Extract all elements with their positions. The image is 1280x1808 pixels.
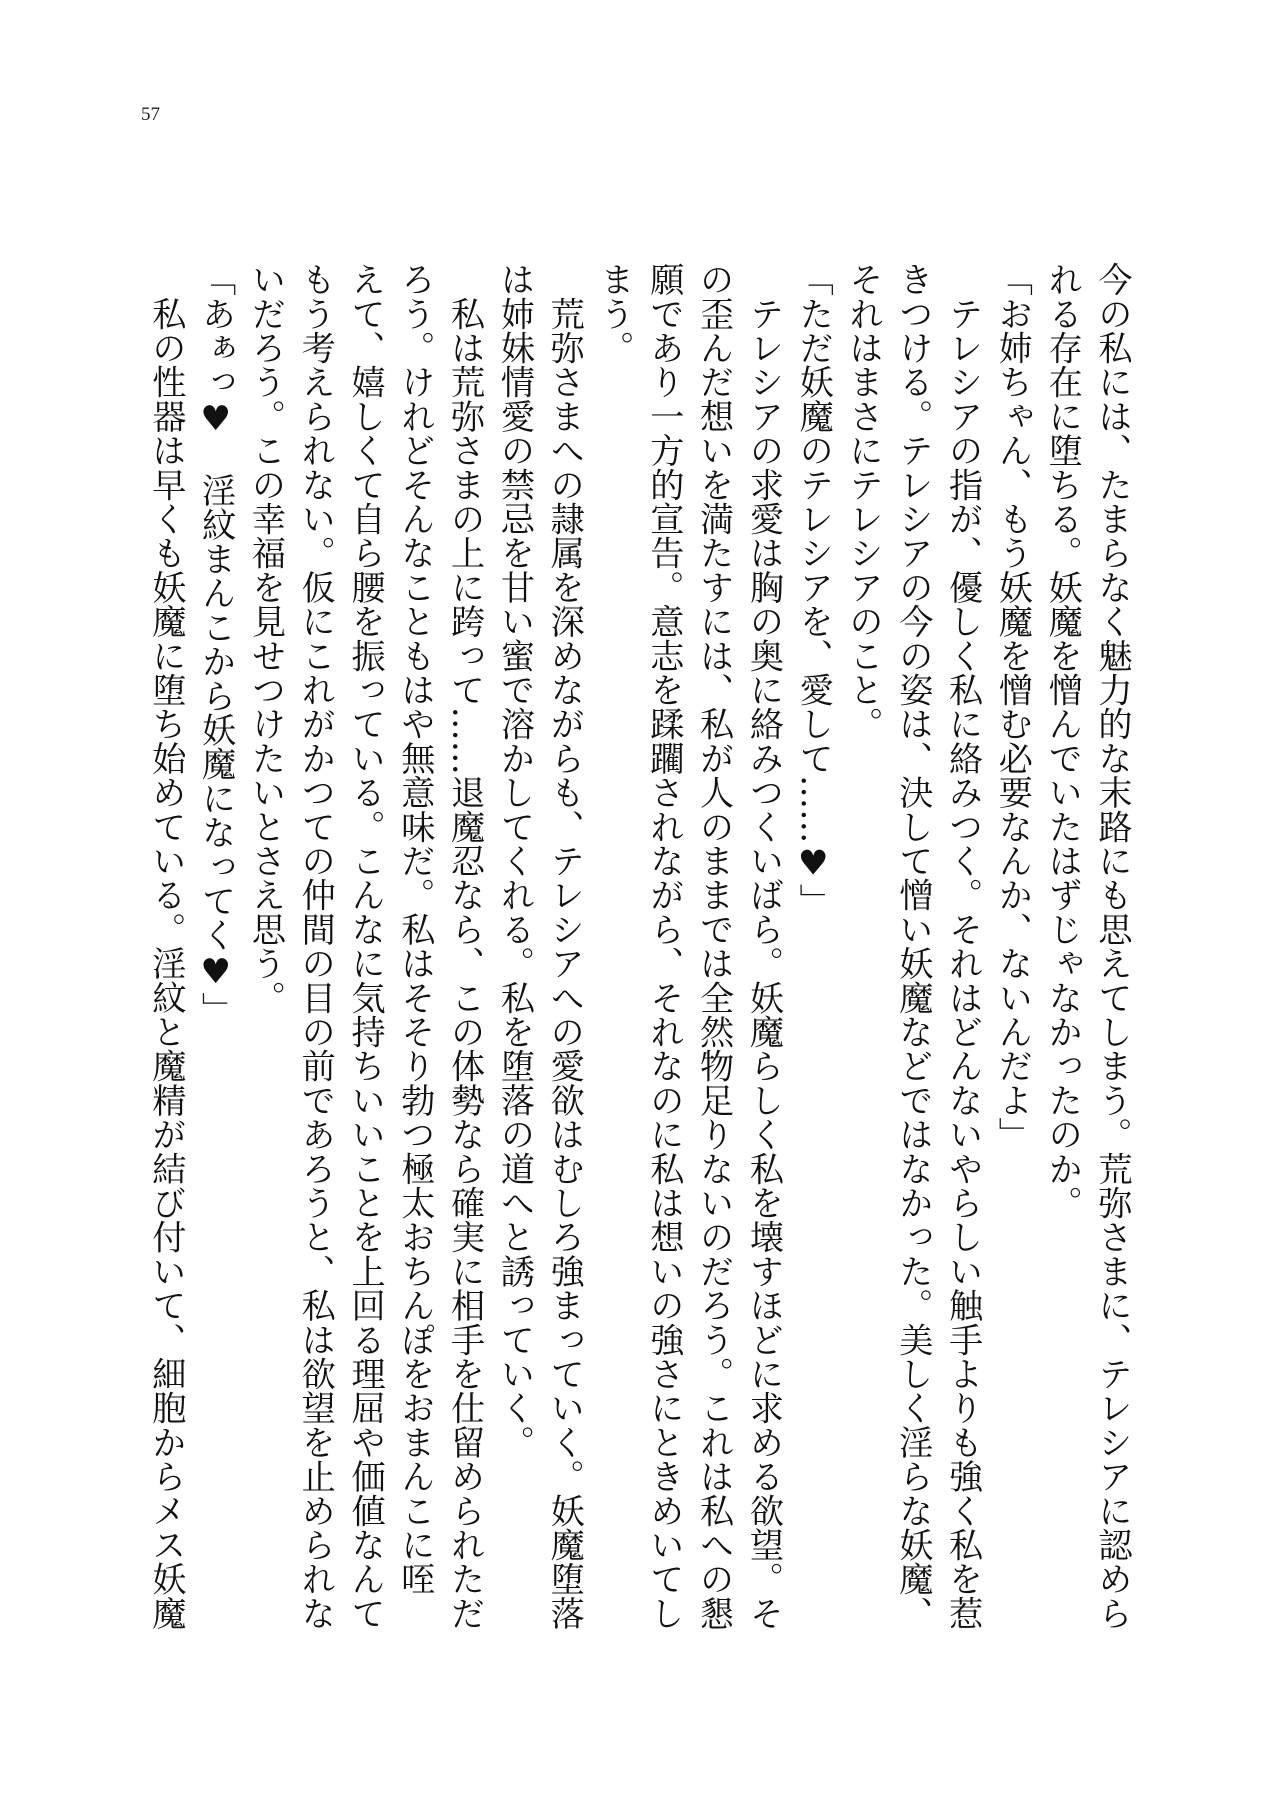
text-line: いだろう。この幸福を見せつけたいとさえ思う。 bbox=[245, 262, 286, 1015]
text-line: それはまさにテレシアのこと。 bbox=[843, 262, 884, 741]
text-line: 私の性器は早くも妖魔に堕ち始めている。淫紋と魔精が結び付いて、細胞からメス妖魔 bbox=[145, 262, 186, 1631]
text-line: の歪んだ想いを満たすには、私が人のままでは全然物足りないのだろう。これは私への懇 bbox=[693, 262, 734, 1630]
text-line: きつける。テレシアの今の姿は、決して憎い妖魔などではなかった。美しく淫らな妖魔、 bbox=[892, 262, 933, 1630]
text-line: テレシアの求愛は胸の奥に絡みつくいばら。妖魔らしく私を壊すほどに求める欲望。そ bbox=[743, 262, 784, 1630]
text-line: 「お姉ちゃん、もう妖魔を憎む必要なんか、ないんだよ」 bbox=[992, 262, 1033, 1152]
page-number: 57 bbox=[141, 104, 160, 125]
text-line: 「ただ妖魔のテレシアを、愛して……♥」 bbox=[793, 262, 834, 918]
text-line: は姉妹情愛の禁忌を甘い蜜で溶かしてくれる。私を堕落の道へと誘っていく。 bbox=[494, 262, 535, 1459]
text-line: 今の私には、たまらなく魅力的な末路にも思えてしまう。荒弥さまに、テレシアに認めら bbox=[1092, 262, 1132, 1630]
text-line: 私は荒弥さまの上に跨って……退魔忍なら、この体勢なら確実に相手を仕留められただ bbox=[444, 262, 485, 1630]
text-line: まう。 bbox=[594, 262, 635, 365]
text-line: えて、嬉しくて自ら腰を振っている。こんなに気持ちいいことを上回る理屈や価値なんて bbox=[345, 262, 386, 1630]
vertical-body-text bbox=[140, 262, 1136, 1631]
text-line: テレシアの指が、優しく私に絡みつく。それはどんないやらしい触手よりも強く私を惹 bbox=[942, 262, 983, 1630]
text-line: れる存在に堕ちる。妖魔を憎んでいたはずじゃなかったのか。 bbox=[1042, 262, 1083, 1220]
text-line: もう考えられない。仮にこれがかつての仲間の目の前であろうと、私は欲望を止められな bbox=[295, 262, 336, 1630]
text-line: 「あぁっ♥ 淫紋まんこから妖魔になってく♥」 bbox=[195, 262, 236, 1026]
text-line: 願であり一方的宣告。意志を蹂躙されながら、それなのに私は想いの強さにときめいてし bbox=[643, 262, 684, 1630]
text-line: 荒弥さまへの隷属を深めながらも、テレシアへの愛欲はむしろ強まっていく。妖魔堕落 bbox=[544, 262, 585, 1630]
text-line: ろう。けれどそんなこともはや無意味だ。私はそそり勃つ極太おちんぽをおまんこに咥 bbox=[394, 262, 435, 1596]
